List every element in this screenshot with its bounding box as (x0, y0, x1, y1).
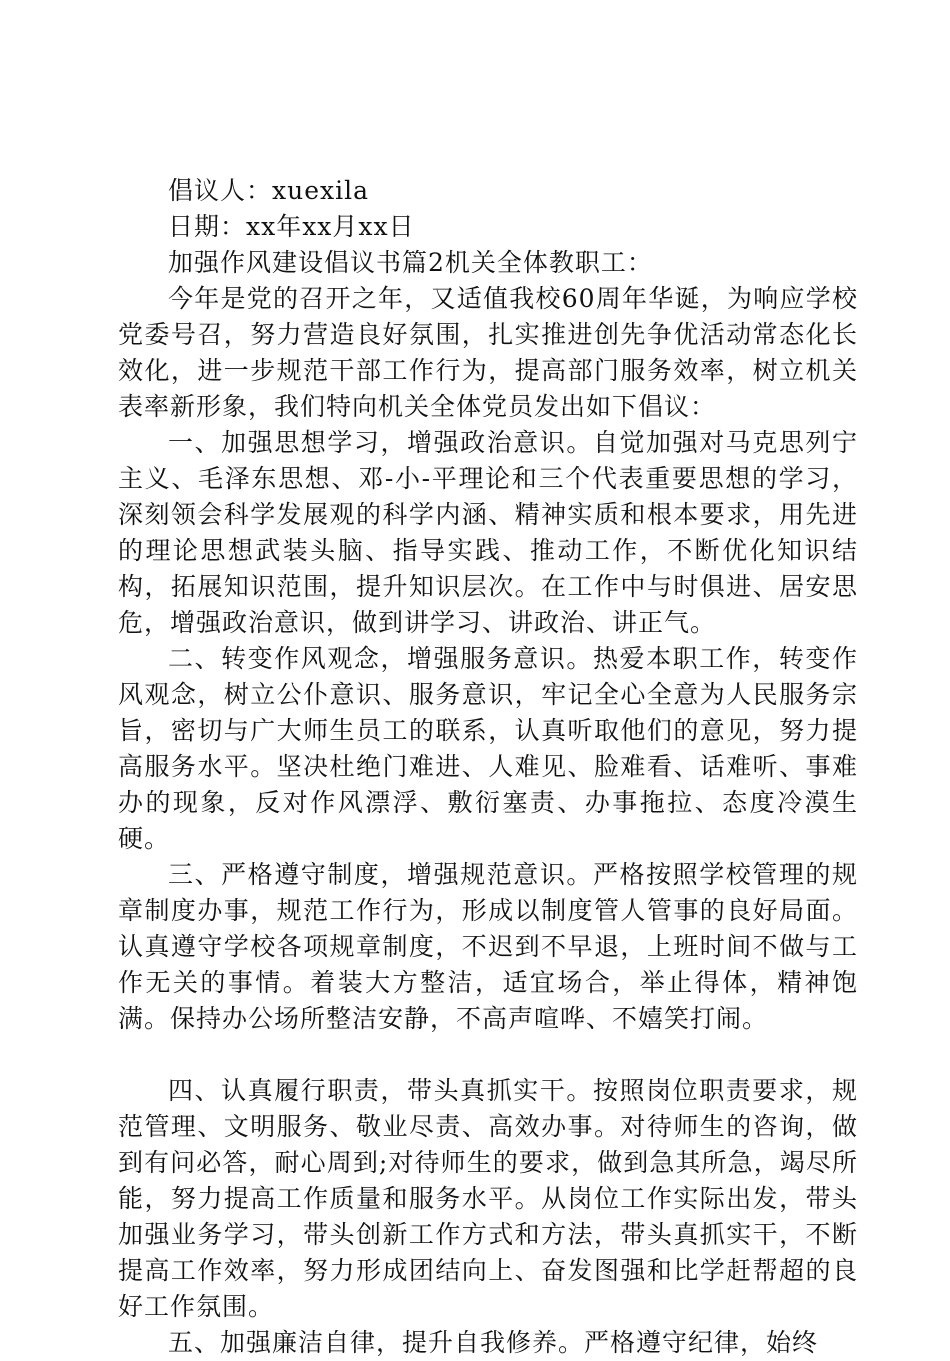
paragraph-3: 三、严格遵守制度，增强规范意识。严格按照学校管理的规章制度办事，规范工作行为，形成以制度管人管事的良好局面。认真遵守学校各项规章制度，不迟到不早退，上班时间不做与工作无关的事情。着装大方整洁，适宜场合，举止得体，精神饱满。保持办公场所整洁安静，不高声喧哗、不嬉笑打闹。 (118, 860, 858, 1033)
paragraph-2: 二、转变作风观念，增强服务意识。热爱本职工作，转变作风观念，树立公仆意识、服务意识，牢记全心全意为人民服务宗旨，密切与广大师生员工的联系，认真听取他们的意见，努力提高服务水平。坚决杜绝门难进、人难见、脸难看、话难听、事难办的现象，反对作风漂浮、敷衍塞责、办事拖拉、态度冷漠生硬。 (118, 644, 858, 853)
intro-paragraph: 今年是党的召开之年，又适值我校60周年华诞，为响应学校党委号召，努力营造良好氛围，扎实推进创先争优活动常态化长效化，进一步规范干部工作行为，提高部门服务效率，树立机关表率新形象，我们特向机关全体党员发出如下倡议： (118, 284, 858, 421)
paragraph-1: 一、加强思想学习，增强政治意识。自觉加强对马克思列宁主义、毛泽东思想、邓-小-平理论和三个代表重要思想的学习，深刻领会科学发展观的科学内涵、精神实质和根本要求，用先进的理论思想武装头脑、指导实践、推动工作，不断优化知识结构，拓展知识范围，提升知识层次。在工作中与时俱进、居安思危，增强政治意识，做到讲学习、讲政治、讲正气。 (118, 428, 858, 637)
paragraph-5: 五、加强廉洁自律，提升自我修养。严格遵守纪律，始终 (168, 1328, 819, 1357)
date-line: 日期：xx年xx月xx日 (168, 212, 415, 241)
paragraph-4: 四、认真履行职责，带头真抓实干。按照岗位职责要求，规范管理、文明服务、敬业尽责、高效办事。对待师生的咨询，做到有问必答，耐心周到;对待师生的要求，做到急其所急，竭尽所能，努力提高工作质量和服务水平。从岗位工作实际出发，带头加强业务学习，带头创新工作方式和方法，带头真抓实干，不断提高工作效率，努力形成团结向上、奋发图强和比学赶帮超的良好工作氛围。 (118, 1076, 858, 1321)
proposer-line: 倡议人：xuexila (168, 176, 369, 205)
title-line: 加强作风建设倡议书篇2机关全体教职工： (168, 248, 653, 277)
document-body (118, 173, 858, 1361)
